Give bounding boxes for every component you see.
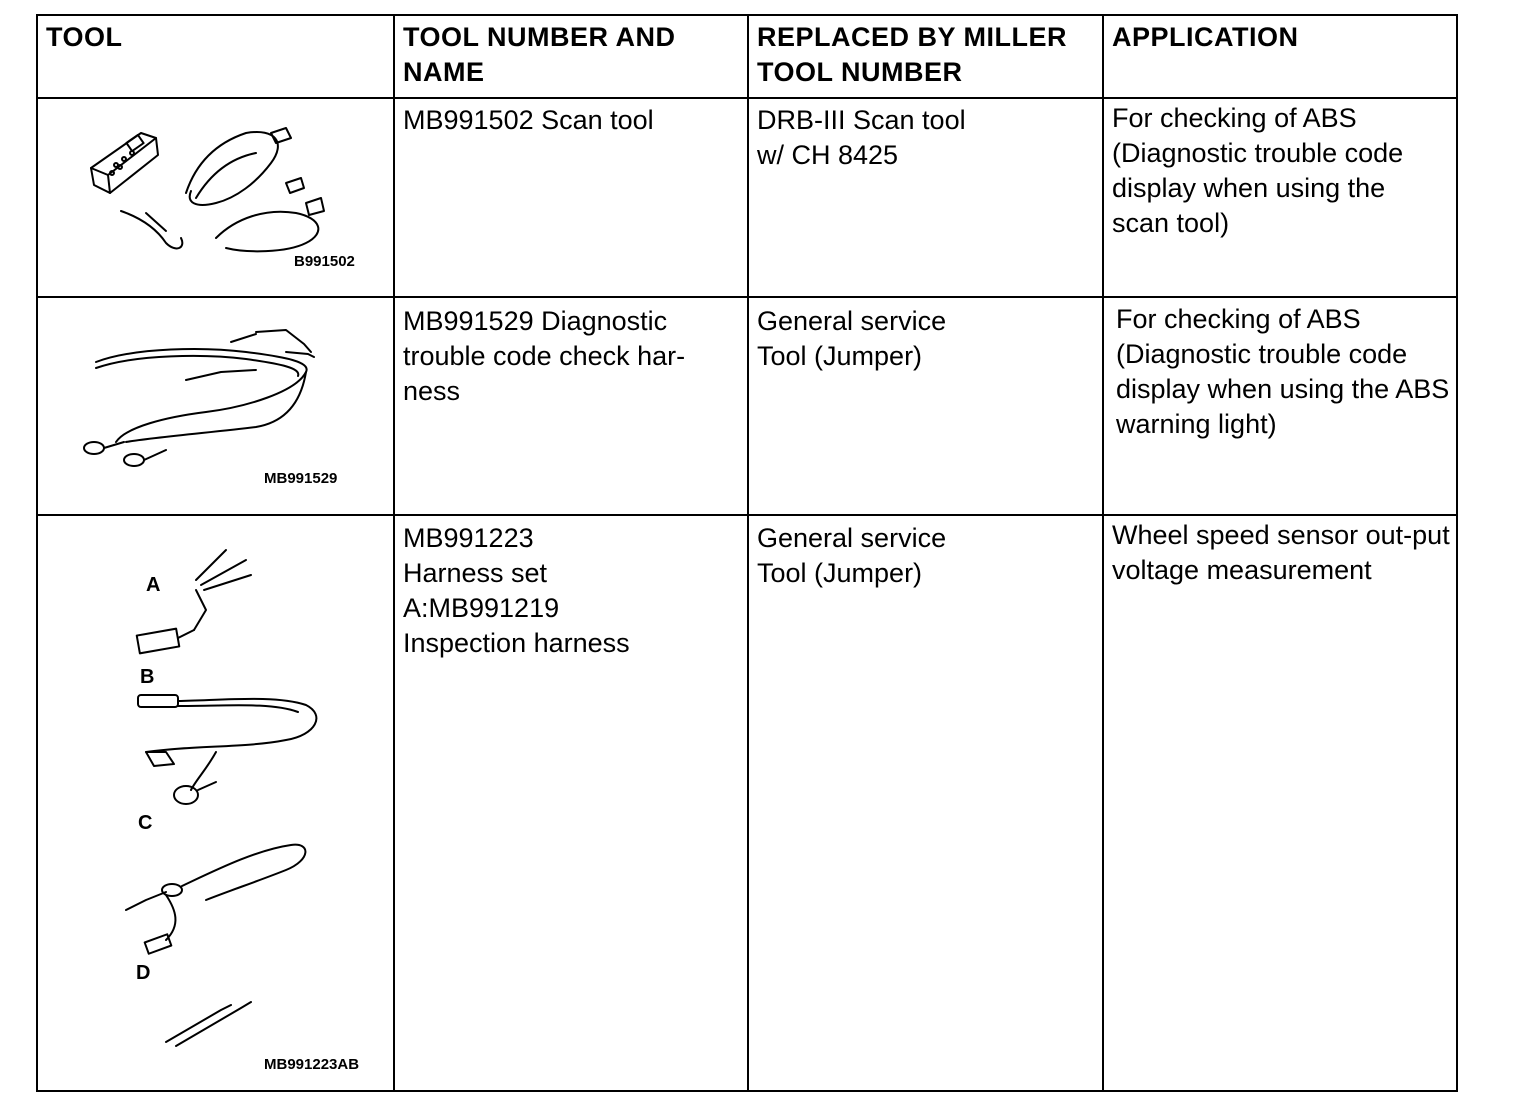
tool-image-cell xyxy=(38,516,393,1092)
part-letter-b: B xyxy=(140,666,155,688)
header-tool-number: TOOL NUMBER AND NAME xyxy=(403,22,676,87)
image-code: MB991529 xyxy=(264,470,338,487)
replaced-by-cell: General service Tool (Jumper) xyxy=(757,523,947,588)
part-letter-a: A xyxy=(146,574,161,596)
replaced-by-cell: DRB-III Scan tool w/ CH 8425 xyxy=(757,105,966,170)
replaced-by-cell: General service Tool (Jumper) xyxy=(757,306,947,371)
header-application: APPLICATION xyxy=(1112,22,1299,52)
harness-set-illustration xyxy=(46,520,401,1096)
tool-number-cell: MB991223 Harness set A:MB991219 Inspection harness xyxy=(403,523,630,658)
image-code: MB991223AB xyxy=(264,1056,360,1073)
tool-number-cell: MB991502 Scan tool xyxy=(403,105,654,135)
header-tool: TOOL xyxy=(46,22,123,52)
tool-image-cell xyxy=(38,99,393,296)
application-cell: Wheel speed sensor out-put voltage measurement xyxy=(1112,520,1450,585)
tool-image-cell xyxy=(38,298,393,514)
check-harness-illustration xyxy=(46,302,401,518)
application-cell: For checking of ABS (Diagnostic trouble code display when using the scan tool) xyxy=(1112,103,1404,238)
header-replaced-by: REPLACED BY MILLER TOOL NUMBER xyxy=(757,22,1068,87)
tool-number-cell: MB991529 Diagnostic trouble code check har-ness xyxy=(403,306,686,406)
part-letter-d: D xyxy=(136,962,151,984)
part-letter-c: C xyxy=(138,812,153,834)
scan-tool-illustration xyxy=(46,103,401,300)
application-cell: For checking of ABS (Diagnostic trouble code display when using the ABS warning light) xyxy=(1116,304,1450,439)
image-code: B991502 xyxy=(294,253,355,270)
special-tools-table xyxy=(36,14,1458,1092)
